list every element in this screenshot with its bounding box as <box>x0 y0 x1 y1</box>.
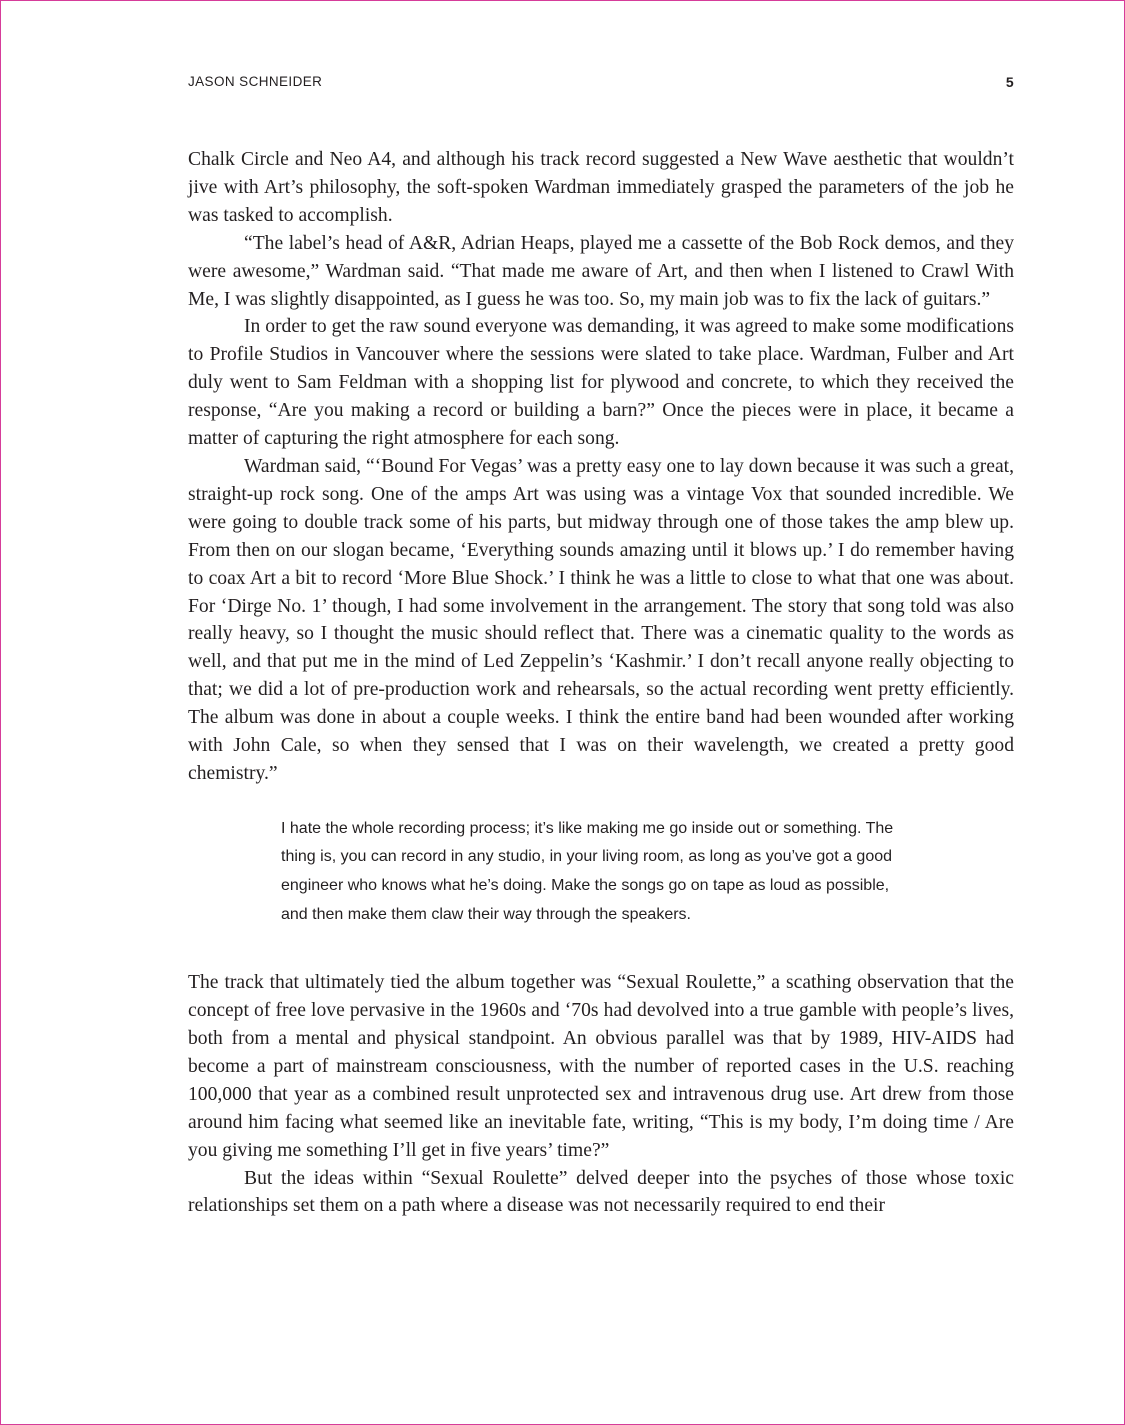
running-head-author: JASON SCHNEIDER <box>188 74 323 89</box>
paragraph-1: Chalk Circle and Neo A4, and although his track record suggested a New Wave aesthetic that wouldn’t jive with Art’s philosophy, the soft-spoken Wardman immediately grasped the parameters of the job he was tasked to accomplish. <box>188 149 1014 226</box>
page-number: 5 <box>1005 74 1014 90</box>
paragraph-6: But the ideas within “Sexual Roulette” delved deeper into the psyches of those whose toxic relationships set them on a path where a disease was not necessarily required to end their <box>188 1167 1014 1217</box>
paragraph-4: Wardman said, “‘Bound For Vegas’ was a pretty easy one to lay down because it was such a great, straight-up rock song. One of the amps Art was using was a vintage Vox that sounded incredible. We were going to double track some of his parts, but midway through one of those takes the amp blew up. From then on our slogan became, ‘Everything sounds amazing until it blows up.’ I do remember having to coax Art a bit to record ‘More Blue Shock.’ I think he was a little to close to what that one was about. For ‘Dirge No. 1’ though, I had some involvement in the arrangement. The story that song told was also really heavy, so I thought the music should reflect that. There was a cinematic quality to the words as well, and that put me in the mind of Led Zeppelin’s ‘Kashmir.’ I don’t recall anyone really objecting to that; we did a lot of pre-production work and rehearsals, so the actual recording went pretty efficiently. The album was done in about a couple weeks. I think the entire band had been wounded after working with John Cale, so when they sensed that I was on their wavelength, we created a pretty good chemistry.” <box>188 455 1014 784</box>
running-head <box>188 74 1014 94</box>
body-text <box>188 146 1014 1220</box>
paragraph-5: The track that ultimately tied the album together was “Sexual Roulette,” a scathing observation that the concept of free love pervasive in the 1960s and ‘70s had devolved into a true gamble with people’s lives, both from a mental and physical standpoint. An obvious parallel was that by 1989, HIV-AIDS had become a part of mainstream consciousness, with the number of reported cases in the U.S. reaching 100,000 that year as a combined result unprotected sex and intravenous drug use. Art drew from those around him facing what seemed like an inevitable fate, writing, “This is my body, I’m doing time / Are you giving me something I’ll get in five years’ time?” <box>188 972 1014 1161</box>
paragraph-2: “The label’s head of A&R, Adrian Heaps, played me a cassette of the Bob Rock demos, and they were awesome,” Wardman said. “That made me aware of Art, and then when I listened to Crawl With Me, I was slightly disappointed, as I guess he was too. So, my main job was to fix the lack of guitars.” <box>188 232 1014 310</box>
paragraph-3: In order to get the raw sound everyone was demanding, it was agreed to make some modifications to Profile Studios in Vancouver where the sessions were slated to take place. Wardman, Fulber and Art duly went to Sam Feldman with a shopping list for plywood and concrete, to which they received the response, “Are you making a record or building a barn?” Once the pieces were in place, it became a matter of capturing the right atmosphere for each song. <box>188 316 1014 450</box>
pull-quote: I hate the whole recording process; it’s like making me go inside out or something. The thing is, you can record in any studio, in your living room, as long as you’ve got a good engineer who knows what he’s doing. Make the songs go on tape as loud as possible, and then make them claw their way through the speakers. <box>281 819 894 923</box>
